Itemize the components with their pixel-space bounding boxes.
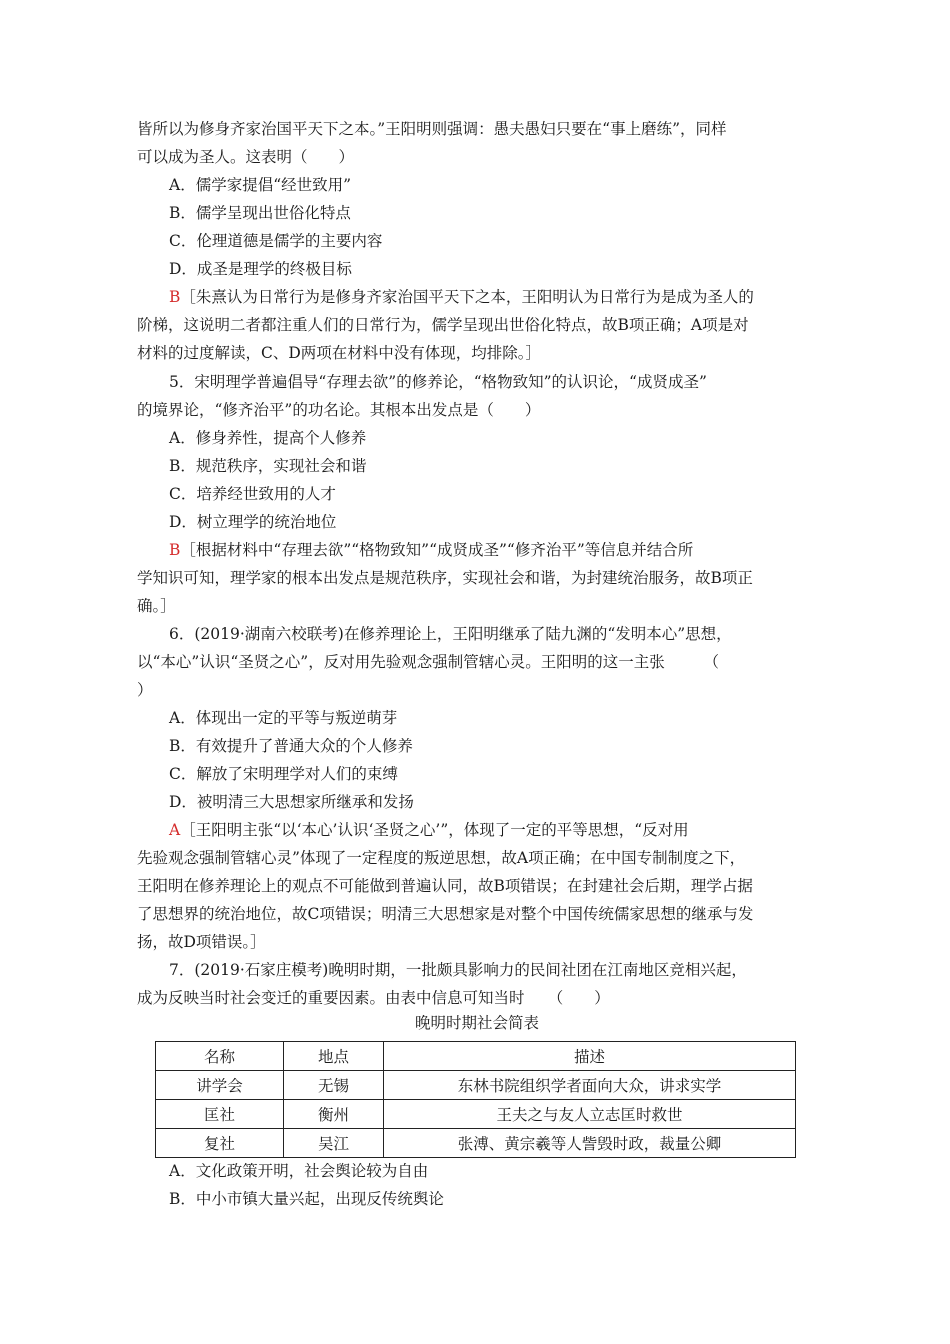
table-row [156, 1100, 796, 1129]
q6-stem-line: 6．(2019·湖南六校联考)在修养理论上，王阳明继承了陆九渊的“发明本心”思想， [169, 625, 732, 643]
question-6 [137, 620, 817, 956]
question-7 [137, 956, 817, 1012]
q4-option-a: A．儒学家提倡“经世致用” [169, 176, 352, 194]
q4-stem-line: 皆所以为修身齐家治国平天下之本。”王阳明则强调：愚夫愚妇只要在“事上磨练”，同样 [137, 120, 727, 138]
table-row [156, 1129, 796, 1158]
q5-explanation-line [137, 536, 817, 564]
q6-stem-line: ） [137, 681, 153, 699]
table-header-cell: 名称 [156, 1042, 284, 1071]
society-table [155, 1041, 796, 1158]
q4-explanation-line [137, 283, 817, 311]
table-header-row [156, 1042, 796, 1071]
question-4 [137, 115, 817, 367]
q6-explanation-line: 王阳明在修养理论上的观点不可能做到普遍认同，故B项错误；在封建社会后期，理学占据 [137, 877, 753, 895]
table-header-cell: 地点 [284, 1042, 384, 1071]
table-cell: 张溥、黄宗羲等人訾毁时政，裁量公卿 [384, 1129, 796, 1158]
table-cell: 匡社 [156, 1100, 284, 1129]
table-cell: 讲学会 [156, 1071, 284, 1100]
q5-explanation-line: 学知识可知，理学家的根本出发点是规范秩序，实现社会和谐，为封建统治服务，故B项正 [137, 569, 753, 587]
question-5 [137, 368, 817, 620]
q4-stem-line: 可以成为圣人。这表明（ ） [137, 148, 355, 166]
q4-explanation-line: 材料的过度解读，C、D两项在材料中没有体现，均排除。］ [137, 344, 542, 362]
q5-explanation-text: ［根据材料中“存理去欲”“格物致知”“成贤成圣”“修齐治平”等信息并结合所 [180, 541, 694, 559]
q6-option-a: A．体现出一定的平等与叛逆萌芽 [169, 709, 398, 727]
q5-stem-line: 5．宋明理学普遍倡导“存理去欲”的修养论，“格物致知”的认识论，“成贤成圣” [169, 373, 707, 391]
q5-answer: B [169, 541, 181, 559]
q4-option-d: D．成圣是理学的终极目标 [169, 260, 352, 278]
q7-stem-line: 成为反映当时社会变迁的重要因素。由表中信息可知当时 （ ） [137, 989, 610, 1007]
q4-option-c: C．伦理道德是儒学的主要内容 [169, 232, 383, 250]
table-row [156, 1071, 796, 1100]
table-cell: 无锡 [284, 1071, 384, 1100]
q5-option-b: B．规范秩序，实现社会和谐 [169, 457, 367, 475]
table-header-cell: 描述 [384, 1042, 796, 1071]
q6-option-d: D．被明清三大思想家所继承和发扬 [169, 793, 414, 811]
table-cell: 王夫之与友人立志匡时救世 [384, 1100, 796, 1129]
q5-explanation-line: 确。］ [137, 597, 176, 615]
q6-stem-line: 以“本心”认识“圣贤之心”，反对用先验观念强制管辖心灵。王阳明的这一主张 （ [137, 653, 719, 671]
q6-explanation-line: 扬，故D项错误。］ [137, 933, 266, 951]
table-caption: 晚明时期社会简表 [414, 1014, 539, 1032]
q5-option-a: A．修身养性，提高个人修养 [169, 429, 367, 447]
q6-option-b: B．有效提升了普通大众的个人修养 [169, 737, 413, 755]
table-cell: 东林书院组织学者面向大众，讲求实学 [384, 1071, 796, 1100]
q4-answer: B [169, 288, 181, 306]
q7-option-a: A．文化政策开明，社会舆论较为自由 [169, 1162, 429, 1180]
q6-explanation-line: 先验观念强制管辖心灵”体现了一定程度的叛逆思想，故A项正确；在中国专制制度之下， [137, 849, 746, 867]
table-cell: 吴江 [284, 1129, 384, 1158]
q5-stem-line: 的境界论，“修齐治平”的功名论。其根本出发点是（ ） [137, 401, 541, 419]
q6-answer: A [169, 821, 181, 839]
q4-explanation-line: 阶梯，这说明二者都注重人们的日常行为，儒学呈现出世俗化特点，故B项正确；A项是对 [137, 316, 749, 334]
q6-option-c: C．解放了宋明理学对人们的束缚 [169, 765, 398, 783]
q7-options [137, 1157, 817, 1213]
q6-explanation-line: 了思想界的统治地位，故C项错误；明清三大思想家是对整个中国传统儒家思想的继承与发 [137, 905, 754, 923]
q4-explanation-text: ［朱熹认为日常行为是修身齐家治国平天下之本，王阳明认为日常行为是成为圣人的 [180, 288, 754, 306]
table-cell: 复社 [156, 1129, 284, 1158]
q5-option-c: C．培养经世致用的人才 [169, 485, 336, 503]
table-cell: 衡州 [284, 1100, 384, 1129]
q6-explanation-text: ［王阳明主张“以‘本心’认识‘圣贤之心’”，体现了一定的平等思想，“反对用 [180, 821, 689, 839]
q4-option-b: B．儒学呈现出世俗化特点 [169, 204, 351, 222]
q7-stem-line: 7．(2019·石家庄模考)晚明时期，一批颇具影响力的民间社团在江南地区竞相兴起， [169, 961, 747, 979]
q7-option-b: B．中小市镇大量兴起，出现反传统舆论 [169, 1190, 444, 1208]
q5-option-d: D．树立理学的统治地位 [169, 513, 337, 531]
q6-explanation-line [137, 816, 817, 844]
